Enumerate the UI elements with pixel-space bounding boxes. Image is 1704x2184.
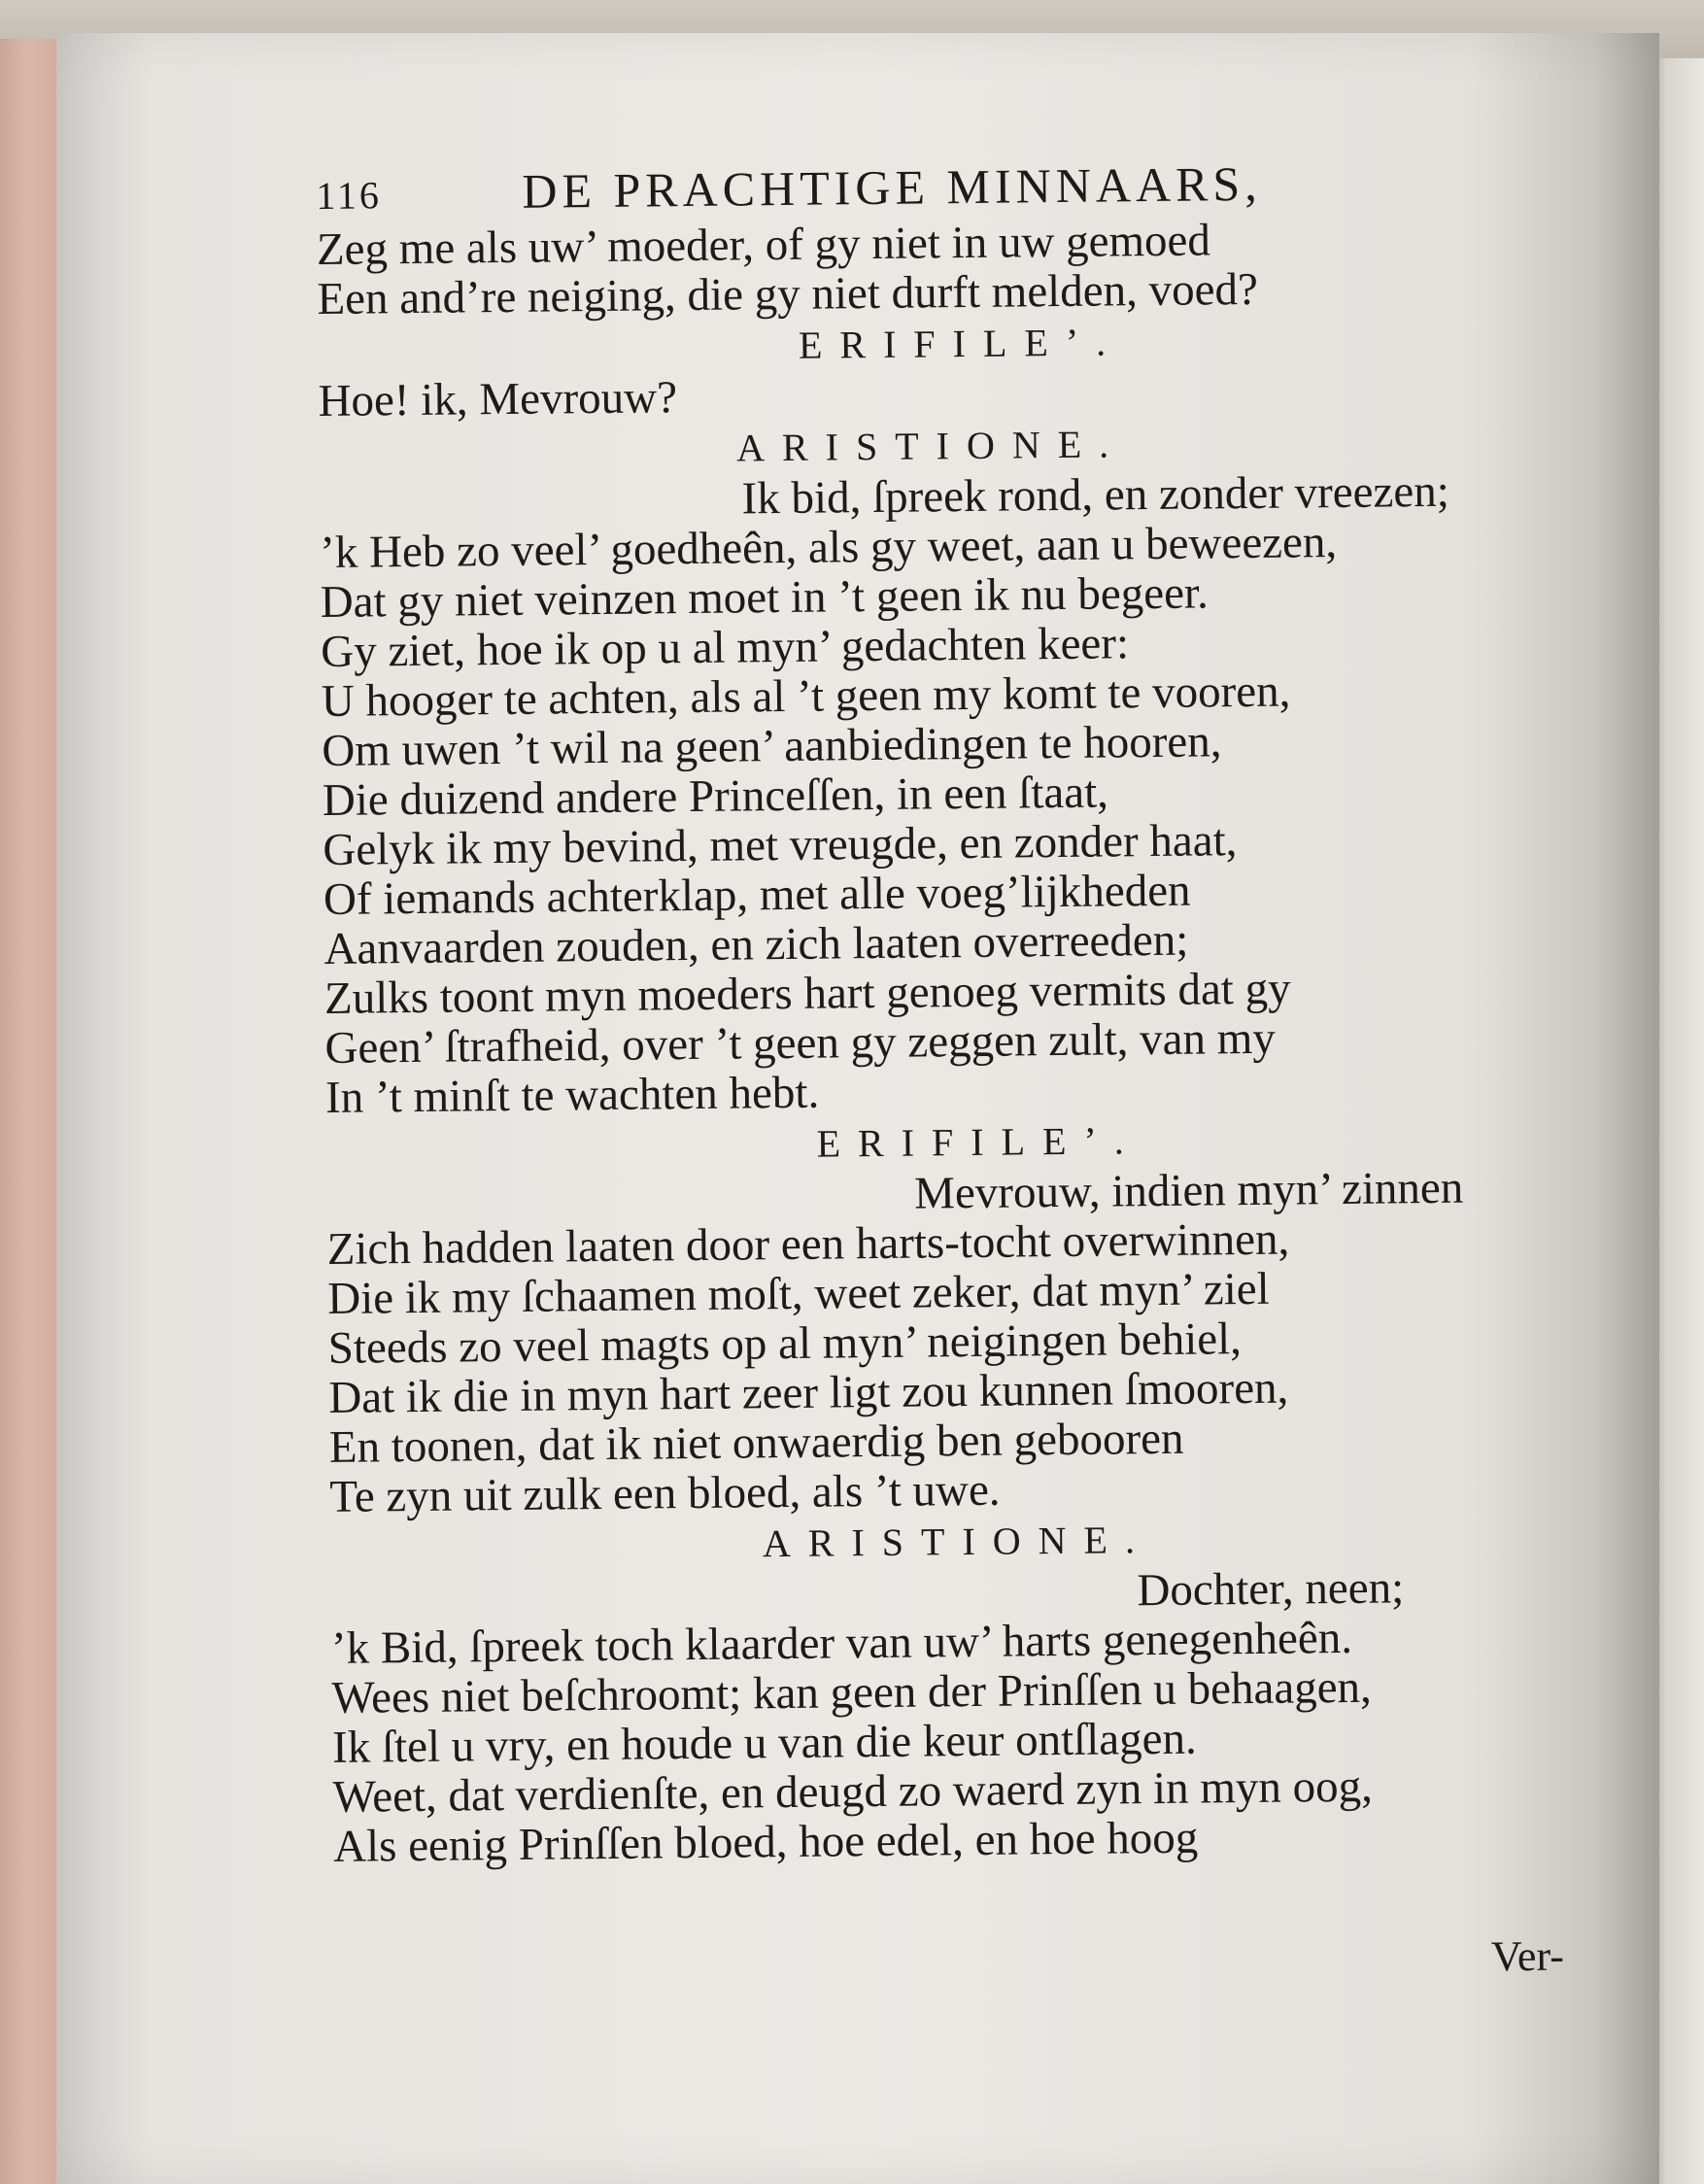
verse-line: Om uwen ’t wil na geen’ aanbiedingen te hooren, — [322, 716, 1222, 776]
verse-line: In ’t minſt te wachten hebt. — [324, 1067, 820, 1123]
verse-line: U hooger te achten, als al ’t geen my komt te vooren, — [321, 665, 1291, 727]
verse-line: ’k Bid, ſpreek toch klaarder van uw’ harts genegenheên. — [330, 1612, 1353, 1674]
verse-line: Steeds zo veel magts op al myn’ neigingen behiel, — [327, 1314, 1243, 1374]
verse-line: Dat ik die in myn hart zeer ligt zou kunnen ſmooren, — [328, 1362, 1289, 1423]
verse-line: Dochter, neen; — [1137, 1562, 1405, 1617]
verse-line: Dat gy niet veinzen moet in ’t geen ik nu begeer. — [320, 567, 1209, 628]
catchword: Ver- — [1490, 1931, 1565, 1981]
verse-line: Zulks toont myn moeders hart genoeg vermits dat gy — [324, 963, 1291, 1024]
verse-line: Geen’ ſtrafheid, over ’t geen gy zeggen zult, van my — [324, 1012, 1277, 1074]
page-number: 116 — [316, 173, 383, 218]
verse-line: Die duizend andere Princeſſen, in een ſtaat, — [322, 767, 1109, 826]
verse-line: Een and’re neiging, die gy niet durft melden, voed? — [317, 263, 1259, 324]
verse-line: Die ik my ſchaamen moſt, weet zeker, dat myn’ ziel — [326, 1263, 1270, 1324]
verse-line: ’k Heb zo veel’ goedheên, als gy weet, aan u beweezen, — [319, 517, 1338, 578]
verse-line: Te zyn uit zulk een bloed, als ’t uwe. — [329, 1464, 1001, 1522]
verse-line: Hoe! ik, Mevrouw? — [318, 372, 678, 427]
verse-line: Weet, dat verdienſte, en deugd zo waerd zyn in myn oog, — [332, 1760, 1374, 1823]
page-text — [316, 152, 1616, 1872]
verse-line: Ik bid, ſpreek rond, en zonder vreezen; — [741, 465, 1450, 525]
speaker-name: ERIFILE’. — [816, 1118, 1142, 1166]
verse-line: Of iemands achterklap, met alle voeg’lijkheden — [323, 865, 1191, 925]
verse-line: Aanvaarden zouden, en zich laaten overreeden; — [324, 914, 1189, 974]
running-title: DE PRACHTIGE MINNAARS, — [521, 155, 1262, 219]
verse-line: Gy ziet, hoe ik op u al myn’ gedachten keer: — [320, 618, 1130, 677]
speaker-name: ARISTIONE. — [735, 422, 1127, 470]
verse-line: Ik ſtel u vry, en houde u van die keur ontſlagen. — [331, 1713, 1197, 1773]
verse-line: Mevrouw, indien myn’ zinnen — [913, 1162, 1464, 1219]
verse-line: En toonen, dat ik niet onwaerdig ben gebooren — [328, 1413, 1184, 1473]
speaker-name: ARISTIONE. — [762, 1518, 1153, 1566]
verse-line: Wees niet beſchroomt; kan geen der Prinſſen u behaagen, — [331, 1661, 1373, 1723]
verse-line: Gelyk ik my bevind, met vreugde, en zonder haat, — [323, 815, 1238, 875]
verse-line: Zeg me als uw’ moeder, of gy niet in uw gemoed — [316, 215, 1211, 275]
verse-line: Zich hadden laaten door een harts-tocht overwinnen, — [326, 1213, 1290, 1275]
verse-line: Als eenig Prinſſen bloed, hoe edel, en hoe hoog — [332, 1812, 1199, 1872]
speaker-name: ERIFILE’. — [798, 320, 1124, 367]
